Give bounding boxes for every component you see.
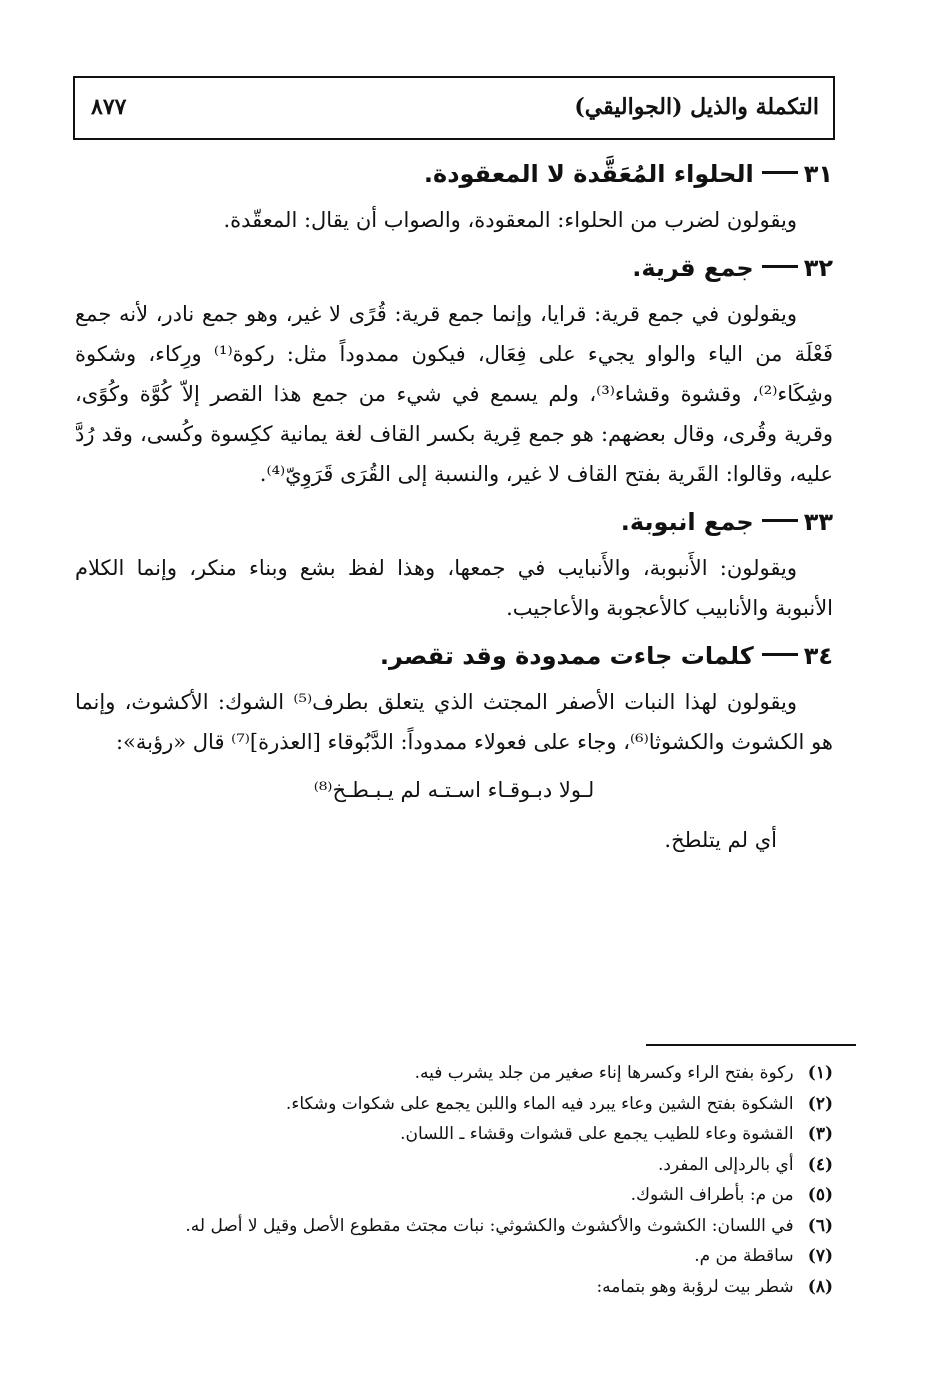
footnote-item <box>75 1089 833 1120</box>
page-header <box>73 76 835 140</box>
footnote-number: (٣) <box>807 1124 833 1144</box>
heading-dash <box>762 171 798 174</box>
footnote-number: (٢) <box>807 1093 833 1114</box>
section-paragraph: ويقولون في جمع قرية: قرايا، وإنما جمع قرية: قُرًى لا غير، وهو جمع نادر، لأنه جمع فَعْلَة من الياء والواو يجيء على فِعَال، فيكون ممدوداً مثل: ركوة⁽¹⁾ ورِكاء، وشكوة وشِكَاء⁽²⁾، وقشوة وقشاء⁽³⁾، ولم يسمع في شيء من جمع هذا القصر إلاّ كُوَّة وكُوًى، وقرية وقُرى، وقال بعضهم: هو جمع قِرية بكسر القاف لغة يمانية ككِسوة وكُسى، وقد رُدَّ عليه، وقالوا: القَرية بفتح القاف لا غير، والنسبة إلى القُرَى قَرَوِيّ⁽⁴⁾. <box>75 302 833 486</box>
section-paragraph: ويقولون لهذا النبات الأصفر المجتث الذي يتعلق بطرف⁽⁵⁾ الشوك: الأكشوث، وإنما هو الكشوث والكشوثا⁽⁶⁾، وجاء على فعولاء ممدوداً: الدَّبُوقاء [العذرة]⁽⁷⁾ قال «رؤبة»: <box>75 690 833 754</box>
footnote-text: القشوة وعاء للطيب يجمع على قشوات وقشاء ـ اللسان. <box>400 1124 794 1144</box>
footnotes <box>75 1058 833 1302</box>
heading-dash <box>762 653 798 656</box>
section-title: كلمات جاءت ممدودة وقد تقصر. <box>379 642 754 670</box>
section-number: ٣٢ <box>803 254 833 282</box>
footnote-text: ساقطة من م. <box>694 1246 794 1266</box>
footnote-number: (١) <box>807 1063 833 1083</box>
section-number: ٣٣ <box>803 508 833 536</box>
footnote-text: أي بالردإلى المفرد. <box>657 1154 794 1175</box>
footnote-item <box>75 1180 833 1211</box>
footnote-number: (٥) <box>807 1185 833 1205</box>
footnote-number: (٦) <box>807 1215 833 1236</box>
footnote-separator <box>646 1044 856 1046</box>
footnote-number: (٧) <box>807 1246 833 1266</box>
footnote-item <box>75 1241 833 1272</box>
section-number: ٣١ <box>803 160 833 188</box>
footnote-item <box>75 1272 833 1303</box>
section-heading-31 <box>75 154 833 194</box>
section-paragraph: ويقولون: الأَنبوبة، والأَنبايب في جمعها، وهذا لفظ بشع وبناء منكر، وإنما الكلام الأنبوبة والأنابيب كالأعجوبة والأعاجيب. <box>75 556 833 620</box>
footnote-text: من م: بأطراف الشوك. <box>630 1185 794 1205</box>
heading-dash <box>762 265 798 268</box>
main-text <box>75 148 833 860</box>
footnote-text: ركوة بفتح الراء وكسرها إناء صغير من جلد يشرب فيه. <box>414 1063 794 1083</box>
section-paragraph: ويقولون لضرب من الحلواء: المعقودة، والصواب أن يقال: المعقّدة. <box>223 208 797 232</box>
footnote-text: شطر بيت لرؤبة وهو بتمامه: <box>596 1276 794 1297</box>
footnote-item <box>75 1211 833 1242</box>
section-heading-33 <box>75 502 833 542</box>
footnote-text: الشكوة بفتح الشين وعاء يبرد فيه الماء واللبن يجمع على شكوات وشكاء. <box>285 1093 794 1114</box>
section-title: الحلواء المُعَقَّدة لا المعقودة. <box>423 160 754 188</box>
footnote-item <box>75 1058 833 1089</box>
verse-line: لـولا دبـوقـاء اسـتـه لم يـبـطـخ⁽⁸⁾ <box>313 778 595 802</box>
footnote-item <box>75 1119 833 1150</box>
running-title: التكملة والذيل (الجواليقي) <box>574 94 819 120</box>
section-title: جمع قرية. <box>632 254 754 282</box>
section-title: جمع انبوبة. <box>620 508 754 536</box>
footnote-text: في اللسان: الكشوث والأكشوث والكشوثي: نبات مجتث مقطوع الأصل وقيل لا أصل له. <box>185 1215 794 1236</box>
footnote-number: (٨) <box>807 1276 833 1297</box>
page-number: ٨٧٧ <box>91 94 127 120</box>
footnote-item <box>75 1150 833 1181</box>
section-heading-32 <box>75 248 833 288</box>
heading-dash <box>762 519 798 522</box>
section-heading-34 <box>75 636 833 676</box>
section-number: ٣٤ <box>803 642 833 670</box>
footnote-number: (٤) <box>807 1154 833 1175</box>
verse-gloss: أي لم يتلطخ. <box>664 828 777 852</box>
